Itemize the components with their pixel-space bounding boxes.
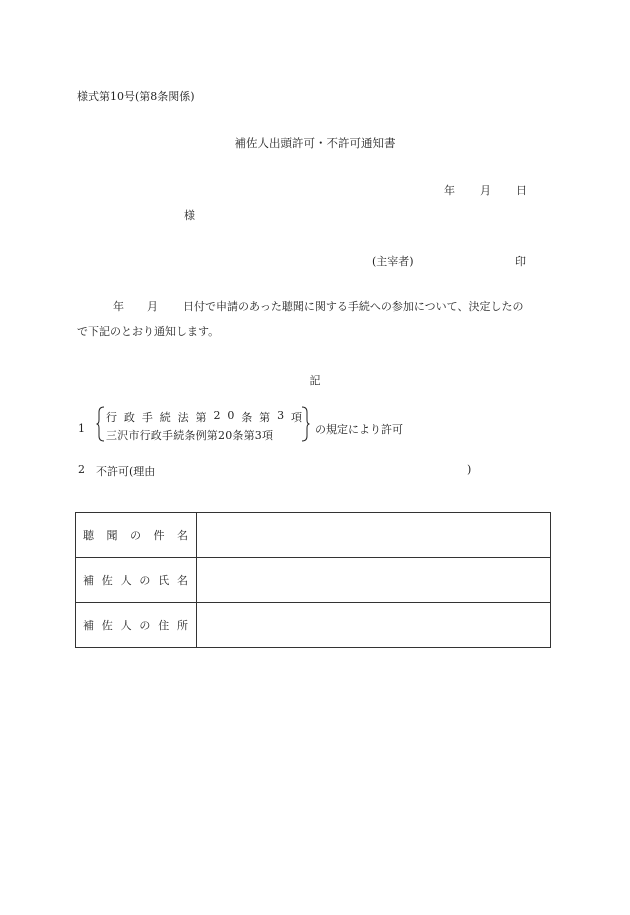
item1-suffix: の規定により許可 xyxy=(315,423,403,436)
table-row-label xyxy=(76,513,197,558)
body-text-line2: で下記のとおり通知します。 xyxy=(77,325,220,338)
row-assistant-name xyxy=(76,558,551,603)
table-row-label xyxy=(76,558,197,603)
label-char: 聞 xyxy=(106,529,118,542)
label-char: の xyxy=(139,619,151,632)
row-hearing-case-name xyxy=(76,513,551,558)
law-option-1-char: 第 xyxy=(259,411,271,424)
law-option-1-char: 法 xyxy=(177,411,189,424)
form-number: 様式第10号(第8条関係) xyxy=(77,90,195,103)
label-char: 住 xyxy=(158,619,170,632)
document-title: 補佐人出頭許可・不許可通知書 xyxy=(234,136,396,150)
body-text-rest: 日付で申請のあった聴聞に関する手続への参加について、決定したの xyxy=(183,300,524,313)
body-month-label: 月 xyxy=(147,300,158,313)
label-char: の xyxy=(139,574,151,587)
label-char: 聴 xyxy=(83,529,94,542)
label-char: 補 xyxy=(83,619,94,632)
date-year-label: 年 xyxy=(444,184,455,197)
addressee-honorific: 様 xyxy=(184,209,195,222)
table-row-label xyxy=(76,603,197,648)
label-char: 所 xyxy=(176,619,188,632)
law-option-1-char: 2 xyxy=(213,409,221,422)
label-char: 人 xyxy=(120,574,132,587)
law-option-1-char: 0 xyxy=(227,409,235,422)
label-char: の xyxy=(130,529,141,542)
law-options-brace xyxy=(96,406,310,442)
law-option-2: 三沢市行政手続条例第20条第3項 xyxy=(106,429,274,442)
label-char: 人 xyxy=(120,619,132,632)
law-option-1-char: 政 xyxy=(123,411,135,424)
label-char: 件 xyxy=(153,529,165,542)
row-assistant-address xyxy=(76,603,551,648)
table-row-value[interactable] xyxy=(197,603,551,648)
label-char: 名 xyxy=(177,529,188,542)
info-table xyxy=(75,512,551,648)
date-day-label: 日 xyxy=(516,184,527,197)
law-option-1-char: 行 xyxy=(106,411,117,424)
law-option-1-char: 手 xyxy=(141,411,153,424)
item2-number: 2 xyxy=(78,463,85,476)
table-row-value[interactable] xyxy=(197,558,551,603)
law-option-1-char: 項 xyxy=(290,411,302,424)
law-option-1-char: 条 xyxy=(241,411,253,424)
law-option-1 xyxy=(106,409,302,425)
seal-mark: 印 xyxy=(515,255,526,268)
body-year-label: 年 xyxy=(113,300,124,313)
item2-close-paren: ) xyxy=(467,463,472,476)
label-char: 氏 xyxy=(158,574,170,587)
label-char: 佐 xyxy=(101,574,113,587)
ki-heading: 記 xyxy=(309,374,321,387)
table-row-value[interactable] xyxy=(197,513,551,558)
label-char: 佐 xyxy=(101,619,113,632)
item2-text: 不許可(理由 xyxy=(96,465,156,478)
date-month-label: 月 xyxy=(480,184,491,197)
label-char: 補 xyxy=(83,574,94,587)
law-option-1-char: 第 xyxy=(195,411,207,424)
organizer-label: (主宰者) xyxy=(372,255,414,268)
label-char: 名 xyxy=(176,574,188,587)
law-option-1-char: 3 xyxy=(277,409,285,422)
item1-number: 1 xyxy=(78,422,85,435)
law-option-1-char: 続 xyxy=(159,411,171,424)
